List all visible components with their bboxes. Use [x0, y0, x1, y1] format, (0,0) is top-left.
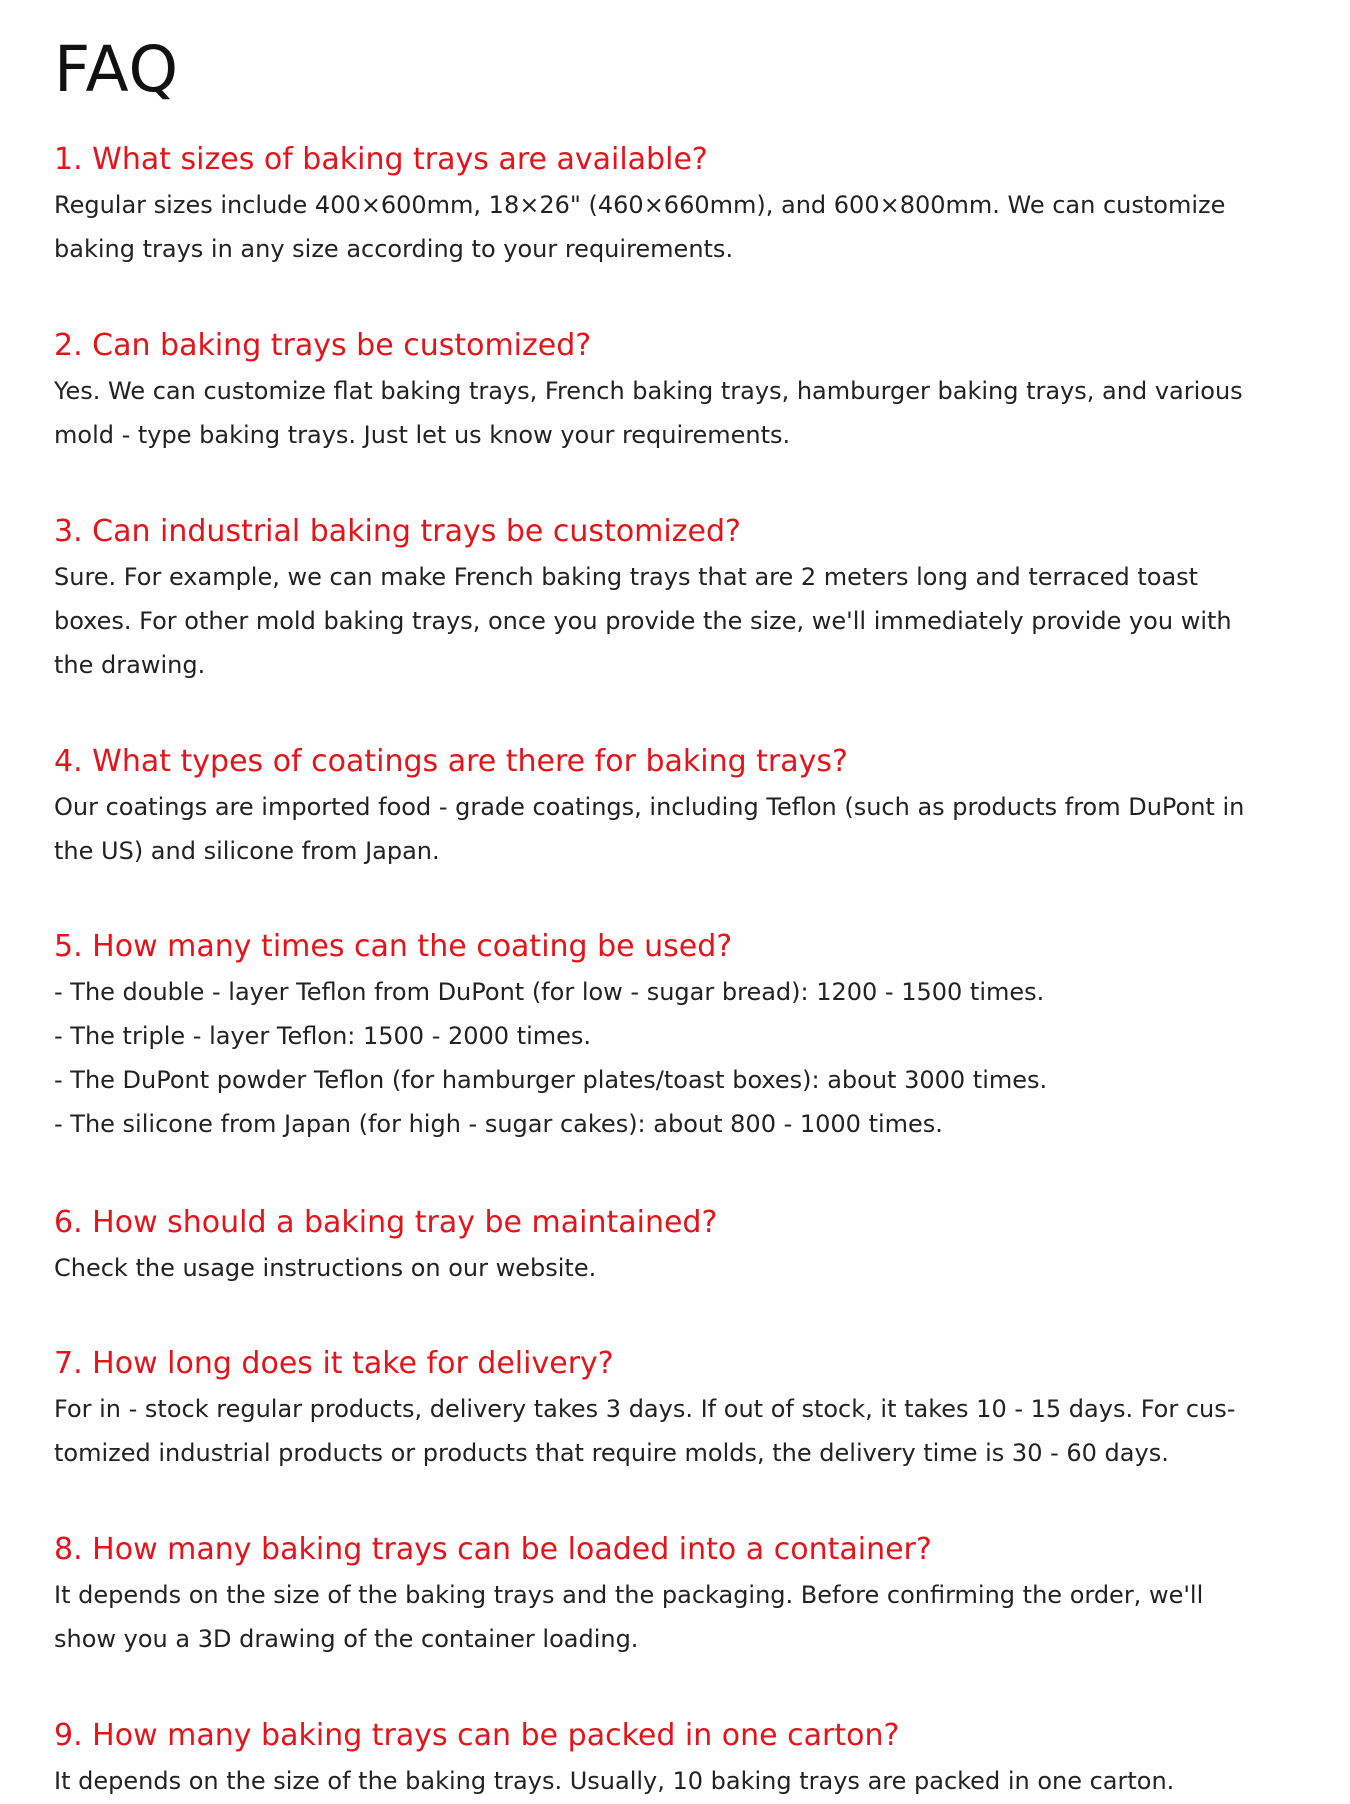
answer-line: boxes. For other mold baking trays, once you provide the size, we'll immediately provide you with	[54, 607, 1232, 635]
answer-line: It depends on the size of the baking trays. Usually, 10 baking trays are packed in one carton.	[54, 1767, 1175, 1795]
faq-answer	[54, 555, 1324, 687]
faq-item-5	[54, 924, 1324, 1146]
faq-answer	[54, 785, 1324, 873]
faq-item-1	[54, 137, 1324, 271]
answer-line: For in - stock regular products, delivery takes 3 days. If out of stock, it takes 10 - 15 days. For cus-	[54, 1395, 1236, 1423]
answer-line: the US) and silicone from Japan.	[54, 837, 440, 865]
faq-answer-list	[54, 970, 1324, 1146]
faq-item-6	[54, 1200, 1324, 1290]
faq-question: 7. How long does it take for delivery?	[54, 1346, 614, 1381]
answer-line: the drawing.	[54, 651, 206, 679]
list-item: - The silicone from Japan (for high - sugar cakes): about 800 - 1000 times.	[54, 1110, 943, 1138]
faq-item-8	[54, 1527, 1324, 1661]
faq-item-9	[54, 1713, 1324, 1803]
faq-item-2	[54, 323, 1324, 457]
faq-answer	[54, 1387, 1324, 1475]
list-item: - The double - layer Teflon from DuPont (for low - sugar bread): 1200 - 1500 times.	[54, 978, 1045, 1006]
faq-question: 4. What types of coatings are there for baking trays?	[54, 744, 848, 779]
faq-item-7	[54, 1341, 1324, 1475]
faq-question: 6. How should a baking tray be maintained?	[54, 1205, 718, 1240]
faq-item-3	[54, 509, 1324, 687]
page-title: FAQ	[54, 33, 180, 106]
answer-line: show you a 3D drawing of the container loading.	[54, 1625, 639, 1653]
faq-question: 3. Can industrial baking trays be customized?	[54, 514, 741, 549]
answer-line: tomized industrial products or products that require molds, the delivery time is 30 - 60 days.	[54, 1439, 1169, 1467]
faq-question: 1. What sizes of baking trays are available?	[54, 142, 708, 177]
answer-line: It depends on the size of the baking trays and the packaging. Before confirming the order, we'll	[54, 1581, 1204, 1609]
answer-line: Check the usage instructions on our website.	[54, 1254, 597, 1282]
answer-line: Yes. We can customize flat baking trays, French baking trays, hamburger baking trays, and various	[54, 377, 1243, 405]
answer-line: Our coatings are imported food - grade coatings, including Teflon (such as products from DuPont in	[54, 793, 1245, 821]
list-item: - The DuPont powder Teflon (for hamburger plates/toast boxes): about 3000 times.	[54, 1066, 1048, 1094]
list-item: - The triple - layer Teflon: 1500 - 2000 times.	[54, 1022, 592, 1050]
faq-answer	[54, 1246, 1324, 1290]
faq-answer	[54, 369, 1324, 457]
faq-answer	[54, 1759, 1324, 1803]
answer-line: mold - type baking trays. Just let us know your requirements.	[54, 421, 791, 449]
faq-answer	[54, 183, 1324, 271]
faq-item-4	[54, 739, 1324, 873]
faq-question: 9. How many baking trays can be packed in one carton?	[54, 1718, 900, 1753]
answer-line: Regular sizes include 400×600mm, 18×26" (460×660mm), and 600×800mm. We can customize	[54, 191, 1226, 219]
answer-line: baking trays in any size according to your requirements.	[54, 235, 734, 263]
answer-line: Sure. For example, we can make French baking trays that are 2 meters long and terraced toast	[54, 563, 1199, 591]
faq-question: 2. Can baking trays be customized?	[54, 328, 592, 363]
faq-question: 5. How many times can the coating be used?	[54, 929, 733, 964]
faq-answer	[54, 1573, 1324, 1661]
faq-question: 8. How many baking trays can be loaded into a container?	[54, 1532, 932, 1567]
